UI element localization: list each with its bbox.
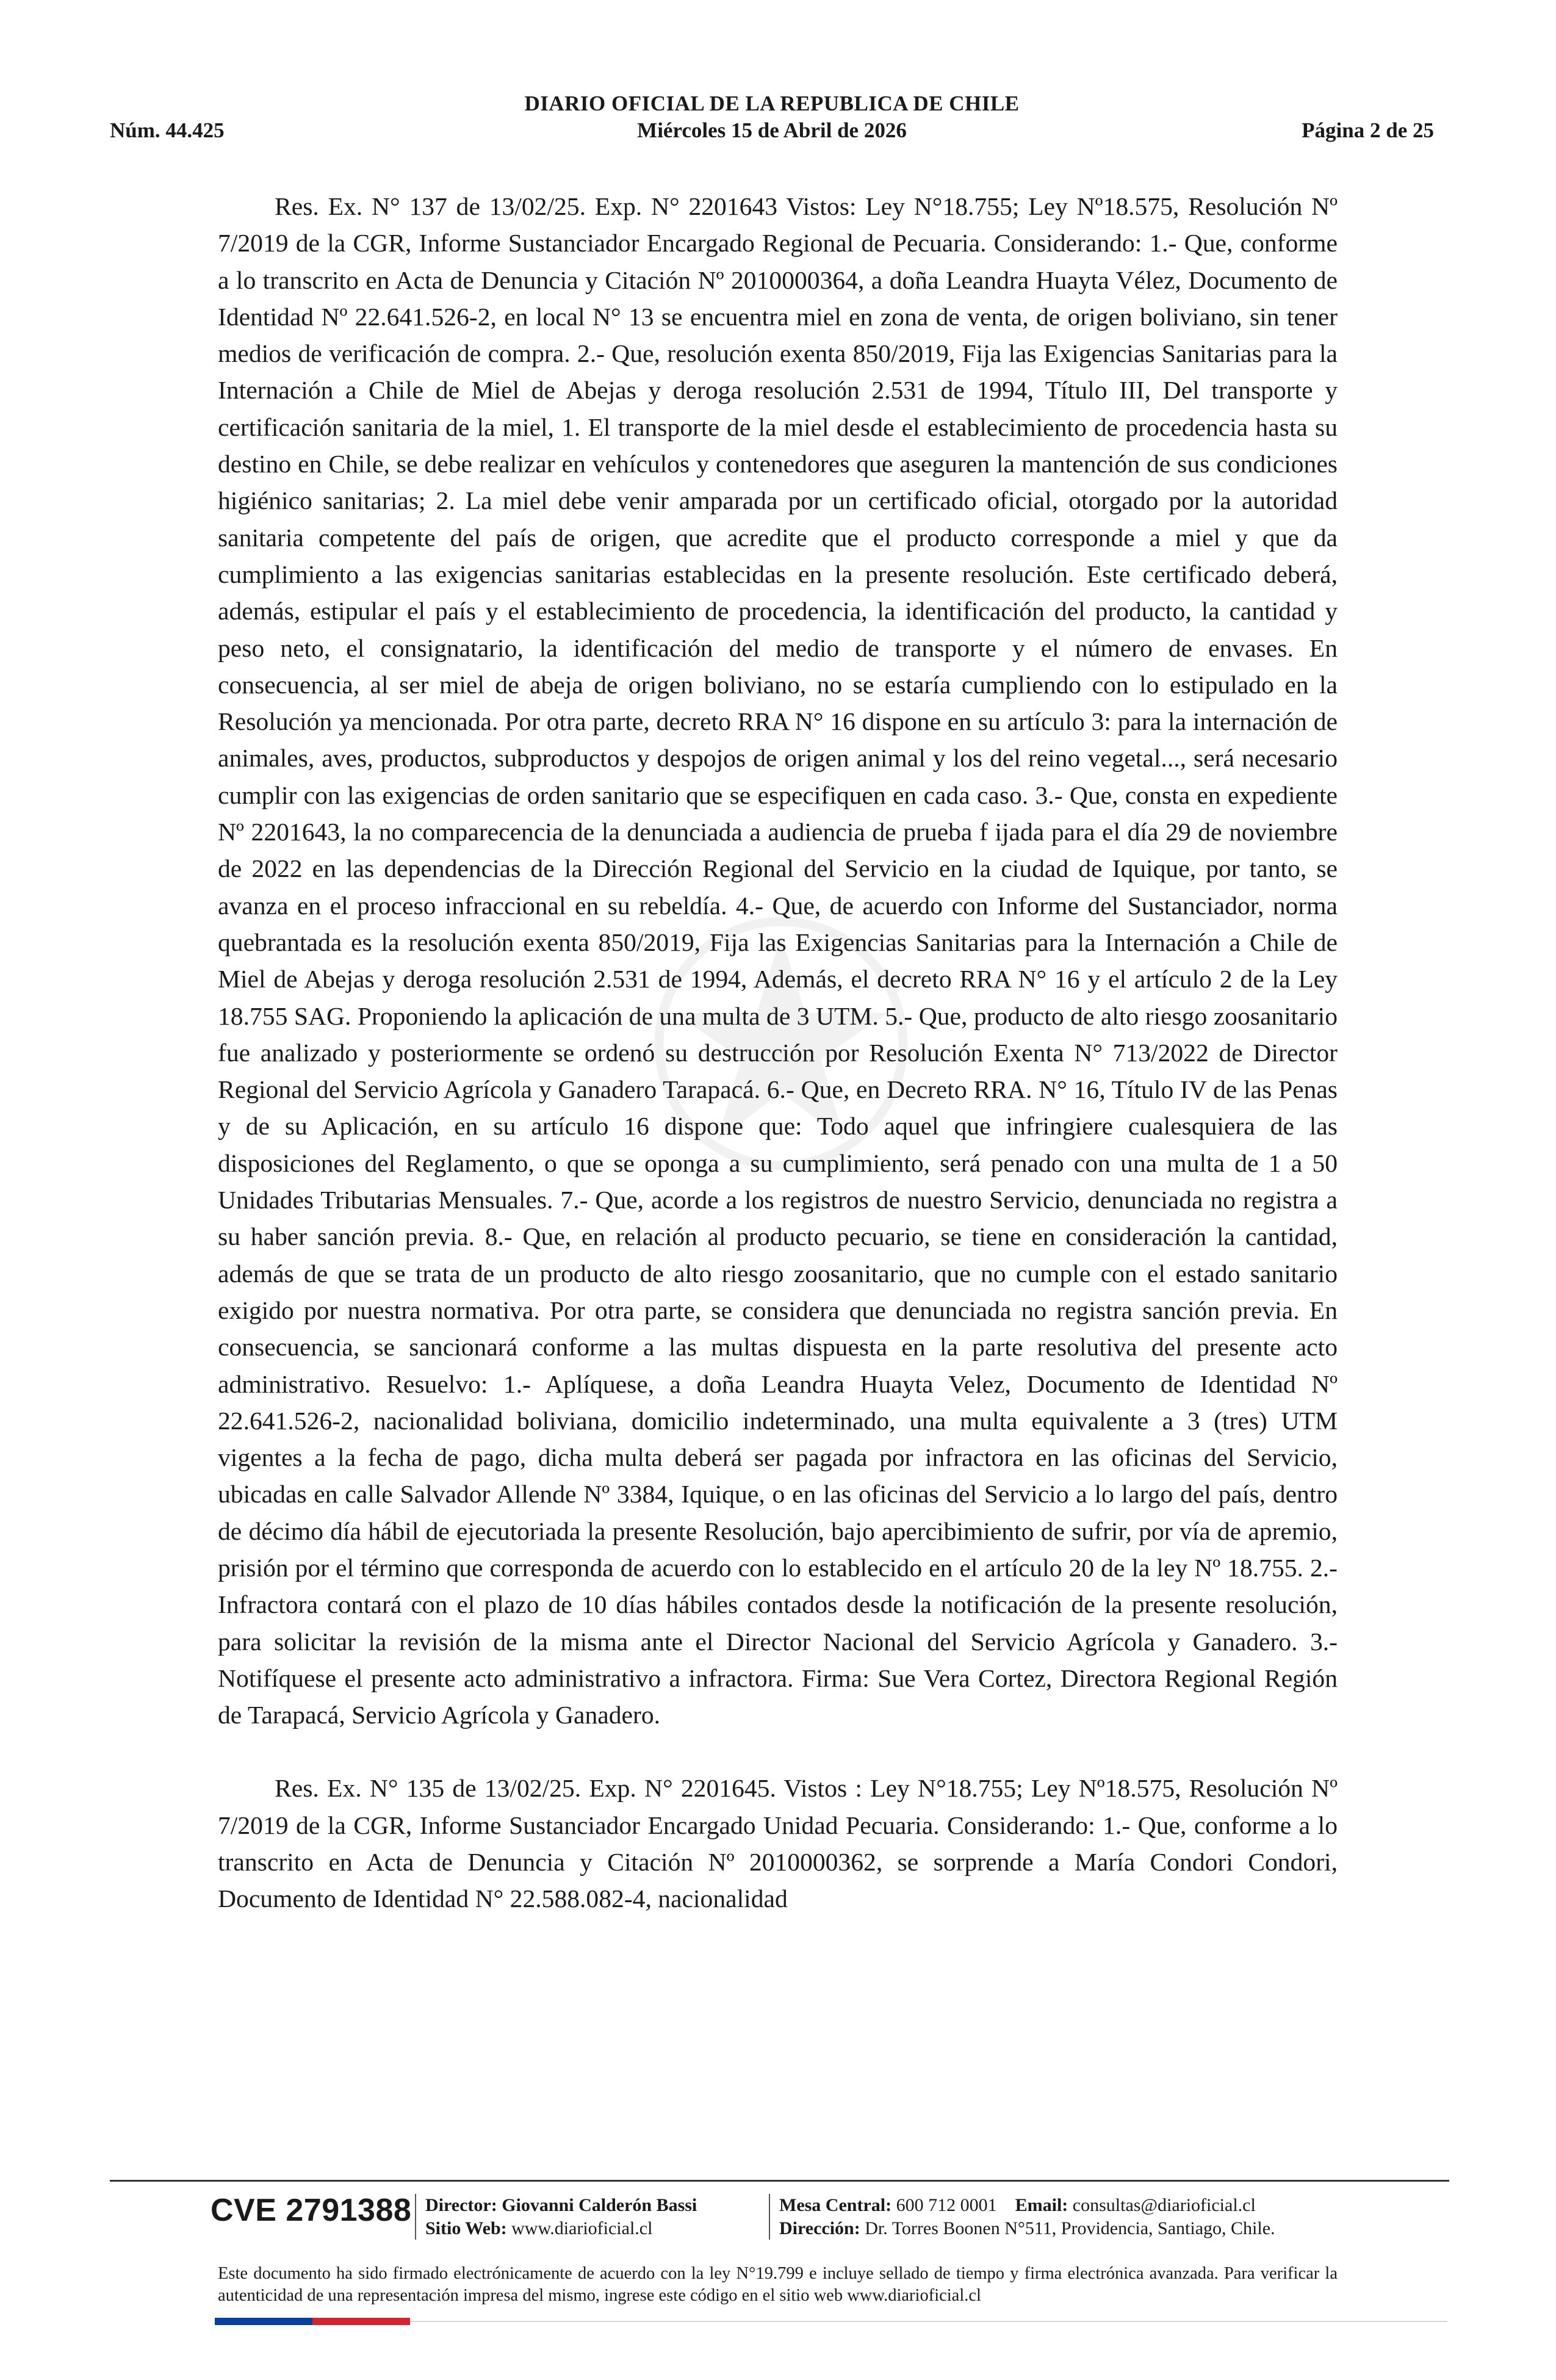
address-label: Dirección: (779, 2218, 860, 2238)
page-indicator: Página 2 de 25 (1302, 118, 1434, 142)
resolution-paragraph-137: Res. Ex. N° 137 de 13/02/25. Exp. N° 2201643 Vistos: Ley N°18.755; Ley Nº18.575, Resolución Nº 7/2019 de la CGR, Informe Sustanciador Encargado Regional de Pecuaria. Considerando: 1.- Que, conforme a lo transcrito en Acta de Denuncia y Citación Nº 2010000364, a doña Leandra Huayta Vélez, Documento de Identidad Nº 22.641.526-2, en local N° 13 se encuentra miel en zona de venta, de origen boliviano, sin tener medios de verificación de compra. 2.- Que, resolución exenta 850/2019, Fija las Exigencias Sanitarias para la Internación a Chile de Miel de Abejas y deroga resolución 2.531 de 1994, Título III, Del transporte y certificación sanitaria de la miel, 1. El transporte de la miel desde el establecimiento de procedencia hasta su destino en Chile, se debe realizar en vehículos y contenedores que aseguren la mantención de sus condiciones higiénico sanitarias; 2. La miel debe venir amparada por un certificado oficial, otorgado por la autoridad sanitaria competente del país de origen, que acredite que el producto corresponde a miel y que da cumplimiento a las exigencias sanitarias establecidas en la presente resolución. Este certificado deberá, además, estipular el país y el establecimiento de procedencia, la identificación del producto, la cantidad y peso neto, el consignatario, la identificación del medio de transporte y el número de envases. En consecuencia, al ser miel de abeja de origen boliviano, no se estaría cumpliendo con lo estipulado en la Resolución ya mencionada. Por otra parte, decreto RRA N° 16 dispone en su artículo 3: para la internación de animales, aves, productos, subproductos y despojos de origen animal y los del reino vegetal..., será necesario cumplir con las exigencias de orden sanitario que se especifiquen en cada caso. 3.- Que, consta en expediente Nº 2201643, la no comparecencia de la denunciada a audiencia de prueba f ijada para el día 29 de noviembre de 2022 en las dependencias de la Dirección Regional del Servicio en la ciudad de Iquique, por tanto, se avanza en el proceso infraccional en su rebeldía. 4.- Que, de acuerdo con Informe del Sustanciador, norma quebrantada es la resolución exenta 850/2019, Fija las Exigencias Sanitarias para la Internación a Chile de Miel de Abejas y deroga resolución 2.531 de 1994, Además, el decreto RRA N° 16 y el artículo 2 de la Ley 18.755 SAG. Proponiendo la aplicación de una multa de 3 UTM. 5.- Que, producto de alto riesgo zoosanitario fue analizado y posteriormente se ordenó su destrucción por Resolución Exenta N° 713/2022 de Director Regional del Servicio Agrícola y Ganadero Tarapacá. 6.- Que, en Decreto RRA. N° 16, Título IV de las Penas y de su Aplicación, en su artículo 16 dispone que: Todo aquel que infringiere cualesquiera de las disposiciones del Reglamento, o que se oponga a su cumplimiento, será penado con una multa de 1 a 50 Unidades Tributarias Mensuales. 7.- Que, acorde a los registros de nuestro Servicio, denunciada no registra a su haber sanción previa. 8.- Que, en relación al producto pecuario, se tiene en consideración la cantidad, además de que se trata de un producto de alto riesgo zoosanitario, que no cumple con el estado sanitario exigido por nuestra normativa. Por otra parte, se considera que denunciada no registra sanción previa. En consecuencia, se sancionará conforme a las multas dispuesta en la parte resolutiva del presente acto administrativo. Resuelvo: 1.- Aplíquese, a doña Leandra Huayta Velez, Documento de Identidad Nº 22.641.526-2, nacionalidad boliviana, domicilio indeterminado, una multa equivalente a 3 (tres) UTM vigentes a la fecha de pago, dicha multa deberá ser pagada por infractora en las oficinas del Servicio, ubicadas en calle Salvador Allende Nº 3384, Iquique, o en las oficinas del Servicio a lo largo del país, dentro de décimo día hábil de ejecutoriada la presente Resolución, bajo apercibimiento de sufrir, por vía de apremio, prisión por el término que corresponda de acuerdo con lo establecido en el artículo 20 de la ley Nº 18.755. 2.- Infractora contará con el plazo de 10 días hábiles contados desde la notificación de la presente resolución, para solicitar la revisión de la misma ante el Director Nacional del Servicio Agrícola y Ganadero. 3.- Notifíquese el presente acto administrativo a infractora. Firma: Sue Vera Cortez, Directora Regional Región de Tarapacá, Servicio Agrícola y Ganadero. (218, 192, 1338, 1729)
address-text: Dr. Torres Boonen N°511, Providencia, Santiago, Chile. (865, 2218, 1275, 2238)
email-label: Email: (1015, 2195, 1068, 2215)
email-link[interactable]: consultas@diarioficial.cl (1072, 2195, 1256, 2215)
director-label: Director: (425, 2195, 497, 2215)
footer-bottom-line (410, 2321, 1447, 2322)
contact-info (779, 2194, 1275, 2240)
footer-separator (415, 2194, 416, 2240)
footer-separator (769, 2194, 770, 2240)
issue-date: Miércoles 15 de Abril de 2026 (637, 118, 907, 142)
director-info (425, 2194, 697, 2240)
director-name: Giovanni Calderón Bassi (502, 2195, 697, 2215)
website-link[interactable]: www.diarioficial.cl (511, 2218, 653, 2238)
phone-label: Mesa Central: (779, 2195, 892, 2215)
footer-divider (110, 2180, 1449, 2182)
flag-red-segment (312, 2318, 410, 2325)
flag-blue-segment (215, 2318, 312, 2325)
cve-code: CVE 2791388 (211, 2193, 412, 2228)
phone-number: 600 712 0001 (896, 2195, 997, 2215)
resolution-paragraph-135: Res. Ex. N° 135 de 13/02/25. Exp. N° 2201645. Vistos : Ley N°18.755; Ley Nº18.575, Resolución Nº 7/2019 de la CGR, Informe Sustanciador Encargado Unidad Pecuaria. Considerando: 1.- Que, conforme a lo transcrito en Acta de Denuncia y Citación Nº 2010000362, se sorprende a María Condori Condori, Documento de Identidad N° 22.588.082-4, nacionalidad (218, 1774, 1338, 1913)
page-header (110, 92, 1434, 150)
web-label: Sitio Web: (425, 2218, 507, 2238)
chile-flag-stripe (215, 2318, 410, 2325)
document-body (218, 188, 1338, 1917)
issue-number: Núm. 44.425 (110, 118, 225, 142)
legal-notice: Este documento ha sido firmado electrónicamente de acuerdo con la ley N°19.799 e incluye sellado de tiempo y firma electrónica avanzada. Para verificar la autenticidad de una representación impresa del mismo, ingrese este código en el sitio web www.diarioficial.cl (218, 2264, 1338, 2305)
publication-title: DIARIO OFICIAL DE LA REPUBLICA DE CHILE (524, 92, 1020, 115)
